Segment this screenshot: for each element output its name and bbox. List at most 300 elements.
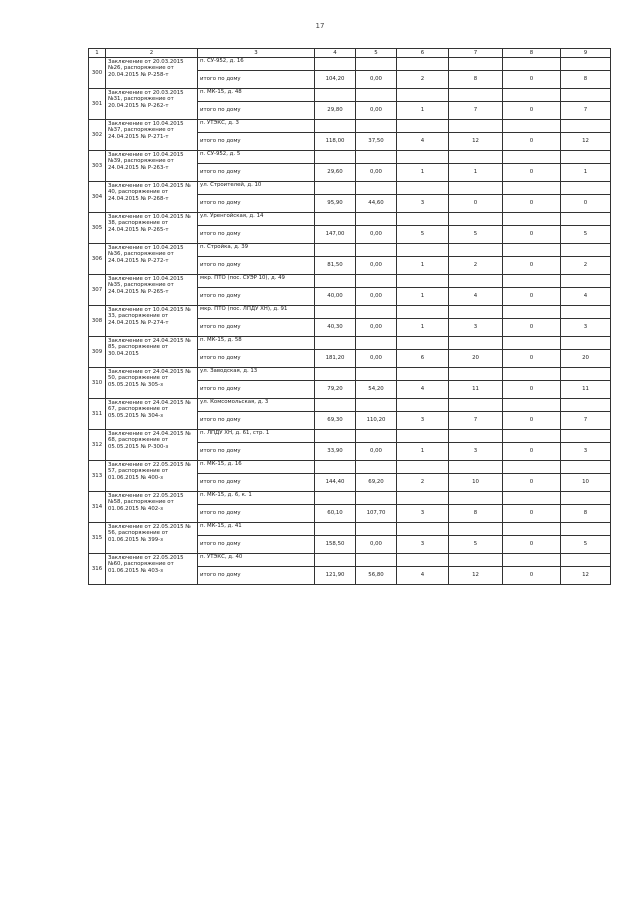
empty-cell bbox=[356, 58, 397, 71]
empty-cell bbox=[449, 182, 503, 195]
area-cell: 79,20 bbox=[315, 381, 356, 399]
count-cell: 2 bbox=[397, 474, 449, 492]
total-cell: 8 bbox=[561, 505, 611, 523]
empty-cell bbox=[356, 368, 397, 381]
empty-cell bbox=[561, 213, 611, 226]
empty-cell bbox=[449, 275, 503, 288]
table-body bbox=[89, 58, 611, 585]
area-cell-2: 0,00 bbox=[356, 102, 397, 120]
empty-cell bbox=[561, 58, 611, 71]
total-label: итого по дому bbox=[198, 102, 315, 120]
count-cell: 1 bbox=[397, 443, 449, 461]
zero-cell: 0 bbox=[503, 505, 561, 523]
area-cell: 69,30 bbox=[315, 412, 356, 430]
empty-cell bbox=[561, 337, 611, 350]
total-cell: 5 bbox=[561, 536, 611, 554]
address-cell: мкр. ПТО (пос. ЛПДУ ХН), д. 91 bbox=[198, 306, 315, 319]
empty-cell bbox=[449, 306, 503, 319]
area-cell-2: 0,00 bbox=[356, 443, 397, 461]
conclusion-cell: Заключение от 10.04.2015 № 33, распоряжение от 24.04.2015 № Р-274-т bbox=[106, 306, 198, 337]
total-cell: 4 bbox=[561, 288, 611, 306]
zero-cell: 0 bbox=[503, 474, 561, 492]
zero-cell: 0 bbox=[503, 257, 561, 275]
header-cell: 3 bbox=[198, 49, 315, 58]
area-cell: 95,90 bbox=[315, 195, 356, 213]
count-cell: 1 bbox=[397, 164, 449, 182]
row-number: 302 bbox=[89, 120, 106, 151]
area-cell: 181,20 bbox=[315, 350, 356, 368]
area-cell: 121,90 bbox=[315, 567, 356, 585]
empty-cell bbox=[356, 492, 397, 505]
row-number: 312 bbox=[89, 430, 106, 461]
empty-cell bbox=[449, 430, 503, 443]
residents-cell: 20 bbox=[449, 350, 503, 368]
area-cell: 147,00 bbox=[315, 226, 356, 244]
empty-cell bbox=[397, 368, 449, 381]
empty-cell bbox=[561, 461, 611, 474]
empty-cell bbox=[356, 275, 397, 288]
total-cell: 5 bbox=[561, 226, 611, 244]
empty-cell bbox=[561, 275, 611, 288]
residents-cell: 12 bbox=[449, 133, 503, 151]
area-cell: 118,00 bbox=[315, 133, 356, 151]
empty-cell bbox=[503, 430, 561, 443]
row-number: 308 bbox=[89, 306, 106, 337]
zero-cell: 0 bbox=[503, 350, 561, 368]
conclusion-cell: Заключение от 24.04.2015 № 85, распоряжение от 30.04.2015 bbox=[106, 337, 198, 368]
table-row bbox=[89, 89, 611, 102]
zero-cell: 0 bbox=[503, 71, 561, 89]
zero-cell: 0 bbox=[503, 567, 561, 585]
area-cell-2: 0,00 bbox=[356, 257, 397, 275]
empty-cell bbox=[561, 120, 611, 133]
table-row bbox=[89, 492, 611, 505]
table-row bbox=[89, 275, 611, 288]
address-cell: п. МК-15, д. 48 bbox=[198, 89, 315, 102]
empty-cell bbox=[397, 89, 449, 102]
zero-cell: 0 bbox=[503, 443, 561, 461]
total-label: итого по дому bbox=[198, 536, 315, 554]
count-cell: 1 bbox=[397, 319, 449, 337]
total-cell: 7 bbox=[561, 412, 611, 430]
table-row bbox=[89, 368, 611, 381]
table-row bbox=[89, 306, 611, 319]
total-cell: 2 bbox=[561, 257, 611, 275]
address-cell: п. МК-15, д. 58 bbox=[198, 337, 315, 350]
total-label: итого по дому bbox=[198, 164, 315, 182]
empty-cell bbox=[356, 337, 397, 350]
empty-cell bbox=[315, 244, 356, 257]
empty-cell bbox=[449, 368, 503, 381]
row-number: 300 bbox=[89, 58, 106, 89]
table-row bbox=[89, 58, 611, 71]
empty-cell bbox=[503, 213, 561, 226]
area-cell-2: 0,00 bbox=[356, 350, 397, 368]
area-cell-2: 69,20 bbox=[356, 474, 397, 492]
housing-table bbox=[88, 48, 611, 585]
area-cell: 81,50 bbox=[315, 257, 356, 275]
count-cell: 2 bbox=[397, 71, 449, 89]
address-cell: п. МК-15, д. 16 bbox=[198, 461, 315, 474]
table-row bbox=[89, 244, 611, 257]
empty-cell bbox=[397, 337, 449, 350]
residents-cell: 12 bbox=[449, 567, 503, 585]
empty-cell bbox=[397, 523, 449, 536]
empty-cell bbox=[397, 58, 449, 71]
empty-cell bbox=[561, 182, 611, 195]
empty-cell bbox=[561, 368, 611, 381]
empty-cell bbox=[449, 244, 503, 257]
empty-cell bbox=[503, 89, 561, 102]
table-row bbox=[89, 213, 611, 226]
conclusion-cell: Заключение от 22.05.2015 №60, распоряжение от 01.06.2015 № 403-з bbox=[106, 554, 198, 585]
area-cell-2: 0,00 bbox=[356, 319, 397, 337]
empty-cell bbox=[449, 461, 503, 474]
conclusion-cell: Заключение от 24.04.2015 № 67, распоряжение от 05.05.2015 № 304-з bbox=[106, 399, 198, 430]
empty-cell bbox=[503, 399, 561, 412]
header-cell: 8 bbox=[503, 49, 561, 58]
empty-cell bbox=[356, 244, 397, 257]
table-row bbox=[89, 554, 611, 567]
empty-cell bbox=[503, 554, 561, 567]
zero-cell: 0 bbox=[503, 319, 561, 337]
conclusion-cell: Заключение от 22.05.2015 №58, распоряжение от 01.06.2015 № 402-з bbox=[106, 492, 198, 523]
total-cell: 20 bbox=[561, 350, 611, 368]
table-row bbox=[89, 151, 611, 164]
area-cell-2: 0,00 bbox=[356, 536, 397, 554]
count-cell: 3 bbox=[397, 412, 449, 430]
row-number: 311 bbox=[89, 399, 106, 430]
empty-cell bbox=[449, 58, 503, 71]
table-row bbox=[89, 461, 611, 474]
address-cell: п. МК-15, д. 6, к. 1 bbox=[198, 492, 315, 505]
table-row bbox=[89, 430, 611, 443]
total-label: итого по дому bbox=[198, 226, 315, 244]
total-cell: 3 bbox=[561, 443, 611, 461]
area-cell: 40,00 bbox=[315, 288, 356, 306]
empty-cell bbox=[356, 89, 397, 102]
empty-cell bbox=[503, 275, 561, 288]
count-cell: 5 bbox=[397, 226, 449, 244]
area-cell-2: 107,70 bbox=[356, 505, 397, 523]
header-cell: 4 bbox=[315, 49, 356, 58]
empty-cell bbox=[356, 399, 397, 412]
total-label: итого по дому bbox=[198, 195, 315, 213]
conclusion-cell: Заключение от 24.04.2015 № 50, распоряжение от 05.05.2015 № 305-з bbox=[106, 368, 198, 399]
empty-cell bbox=[503, 523, 561, 536]
empty-cell bbox=[397, 430, 449, 443]
total-label: итого по дому bbox=[198, 319, 315, 337]
total-label: итого по дому bbox=[198, 567, 315, 585]
zero-cell: 0 bbox=[503, 102, 561, 120]
empty-cell bbox=[315, 368, 356, 381]
empty-cell bbox=[356, 430, 397, 443]
row-number: 301 bbox=[89, 89, 106, 120]
residents-cell: 4 bbox=[449, 288, 503, 306]
residents-cell: 7 bbox=[449, 412, 503, 430]
empty-cell bbox=[356, 120, 397, 133]
empty-cell bbox=[449, 523, 503, 536]
zero-cell: 0 bbox=[503, 164, 561, 182]
count-cell: 1 bbox=[397, 257, 449, 275]
residents-cell: 8 bbox=[449, 71, 503, 89]
area-cell-2: 0,00 bbox=[356, 71, 397, 89]
zero-cell: 0 bbox=[503, 195, 561, 213]
total-label: итого по дому bbox=[198, 288, 315, 306]
conclusion-cell: Заключение от 20.03.2015 №26, распоряжение от 20.04.2015 № Р-258-т bbox=[106, 58, 198, 89]
header-cell: 5 bbox=[356, 49, 397, 58]
empty-cell bbox=[561, 89, 611, 102]
residents-cell: 0 bbox=[449, 195, 503, 213]
count-cell: 6 bbox=[397, 350, 449, 368]
total-cell: 1 bbox=[561, 164, 611, 182]
area-cell: 60,10 bbox=[315, 505, 356, 523]
address-cell: п. Стройка, д. 39 bbox=[198, 244, 315, 257]
residents-cell: 7 bbox=[449, 102, 503, 120]
empty-cell bbox=[315, 213, 356, 226]
table-row bbox=[89, 399, 611, 412]
conclusion-cell: Заключение от 10.04.2015 №35, распоряжение от 24.04.2015 № Р-265-т bbox=[106, 275, 198, 306]
address-cell: п. УТЭКС, д. 3 bbox=[198, 120, 315, 133]
empty-cell bbox=[315, 337, 356, 350]
empty-cell bbox=[356, 554, 397, 567]
total-cell: 11 bbox=[561, 381, 611, 399]
address-cell: мкр. ПТО (пос. СУЭР 10), д. 49 bbox=[198, 275, 315, 288]
empty-cell bbox=[503, 244, 561, 257]
total-cell: 0 bbox=[561, 195, 611, 213]
row-number: 315 bbox=[89, 523, 106, 554]
empty-cell bbox=[356, 213, 397, 226]
empty-cell bbox=[449, 213, 503, 226]
address-cell: ул. Заводская, д. 13 bbox=[198, 368, 315, 381]
empty-cell bbox=[503, 306, 561, 319]
empty-cell bbox=[397, 213, 449, 226]
empty-cell bbox=[315, 306, 356, 319]
zero-cell: 0 bbox=[503, 412, 561, 430]
total-cell: 3 bbox=[561, 319, 611, 337]
empty-cell bbox=[503, 151, 561, 164]
empty-cell bbox=[315, 275, 356, 288]
empty-cell bbox=[449, 492, 503, 505]
area-cell-2: 54,20 bbox=[356, 381, 397, 399]
count-cell: 4 bbox=[397, 133, 449, 151]
empty-cell bbox=[561, 523, 611, 536]
count-cell: 4 bbox=[397, 567, 449, 585]
residents-cell: 3 bbox=[449, 319, 503, 337]
conclusion-cell: Заключение от 10.04.2015 №39, распоряжение от 24.04.2015 № Р-263-т bbox=[106, 151, 198, 182]
row-number: 313 bbox=[89, 461, 106, 492]
zero-cell: 0 bbox=[503, 288, 561, 306]
total-label: итого по дому bbox=[198, 381, 315, 399]
empty-cell bbox=[561, 151, 611, 164]
address-cell: п. МК-15, д. 41 bbox=[198, 523, 315, 536]
empty-cell bbox=[315, 89, 356, 102]
empty-cell bbox=[397, 461, 449, 474]
empty-cell bbox=[356, 523, 397, 536]
address-cell: ул. Строителей, д. 10 bbox=[198, 182, 315, 195]
empty-cell bbox=[449, 554, 503, 567]
area-cell: 104,20 bbox=[315, 71, 356, 89]
header-row bbox=[89, 49, 611, 58]
empty-cell bbox=[397, 275, 449, 288]
empty-cell bbox=[561, 430, 611, 443]
empty-cell bbox=[397, 120, 449, 133]
count-cell: 1 bbox=[397, 102, 449, 120]
empty-cell bbox=[315, 151, 356, 164]
row-number: 316 bbox=[89, 554, 106, 585]
residents-cell: 2 bbox=[449, 257, 503, 275]
empty-cell bbox=[561, 306, 611, 319]
row-number: 304 bbox=[89, 182, 106, 213]
empty-cell bbox=[503, 461, 561, 474]
area-cell-2: 0,00 bbox=[356, 288, 397, 306]
table-row bbox=[89, 523, 611, 536]
residents-cell: 5 bbox=[449, 536, 503, 554]
total-label: итого по дому bbox=[198, 257, 315, 275]
conclusion-cell: Заключение от 10.04.2015 №37, распоряжение от 24.04.2015 № Р-271-т bbox=[106, 120, 198, 151]
area-cell: 33,90 bbox=[315, 443, 356, 461]
total-label: итого по дому bbox=[198, 350, 315, 368]
empty-cell bbox=[503, 368, 561, 381]
area-cell-2: 0,00 bbox=[356, 164, 397, 182]
empty-cell bbox=[315, 120, 356, 133]
empty-cell bbox=[561, 399, 611, 412]
empty-cell bbox=[315, 58, 356, 71]
area-cell-2: 37,50 bbox=[356, 133, 397, 151]
empty-cell bbox=[449, 399, 503, 412]
empty-cell bbox=[449, 151, 503, 164]
zero-cell: 0 bbox=[503, 226, 561, 244]
empty-cell bbox=[397, 151, 449, 164]
total-label: итого по дому bbox=[198, 505, 315, 523]
row-number: 305 bbox=[89, 213, 106, 244]
conclusion-cell: Заключение от 22.05.2015 № 57, распоряжение от 01.06.2015 № 400-з bbox=[106, 461, 198, 492]
empty-cell bbox=[397, 244, 449, 257]
empty-cell bbox=[503, 120, 561, 133]
header-cell: 7 bbox=[449, 49, 503, 58]
count-cell: 4 bbox=[397, 381, 449, 399]
residents-cell: 11 bbox=[449, 381, 503, 399]
residents-cell: 10 bbox=[449, 474, 503, 492]
total-cell: 7 bbox=[561, 102, 611, 120]
count-cell: 3 bbox=[397, 195, 449, 213]
empty-cell bbox=[315, 182, 356, 195]
empty-cell bbox=[561, 554, 611, 567]
total-cell: 10 bbox=[561, 474, 611, 492]
area-cell-2: 110,20 bbox=[356, 412, 397, 430]
area-cell-2: 44,60 bbox=[356, 195, 397, 213]
empty-cell bbox=[356, 151, 397, 164]
address-cell: п. СУ-952, д. 5 bbox=[198, 151, 315, 164]
area-cell-2: 56,80 bbox=[356, 567, 397, 585]
empty-cell bbox=[561, 244, 611, 257]
table-row bbox=[89, 337, 611, 350]
address-cell: п. СУ-952, д. 16 bbox=[198, 58, 315, 71]
total-label: итого по дому bbox=[198, 474, 315, 492]
total-cell: 12 bbox=[561, 133, 611, 151]
total-label: итого по дому bbox=[198, 133, 315, 151]
empty-cell bbox=[449, 89, 503, 102]
area-cell-2: 0,00 bbox=[356, 226, 397, 244]
empty-cell bbox=[503, 58, 561, 71]
conclusion-cell: Заключение от 10.04.2015 № 38, распоряжение от 24.04.2015 № Р-265-т bbox=[106, 213, 198, 244]
table-row bbox=[89, 120, 611, 133]
empty-cell bbox=[397, 492, 449, 505]
address-cell: п. УТЭКС, д. 40 bbox=[198, 554, 315, 567]
row-number: 310 bbox=[89, 368, 106, 399]
empty-cell bbox=[315, 554, 356, 567]
total-label: итого по дому bbox=[198, 412, 315, 430]
row-number: 307 bbox=[89, 275, 106, 306]
empty-cell bbox=[397, 182, 449, 195]
empty-cell bbox=[503, 337, 561, 350]
count-cell: 1 bbox=[397, 288, 449, 306]
empty-cell bbox=[315, 492, 356, 505]
header-cell: 1 bbox=[89, 49, 106, 58]
total-label: итого по дому bbox=[198, 71, 315, 89]
row-number: 303 bbox=[89, 151, 106, 182]
area-cell: 40,30 bbox=[315, 319, 356, 337]
total-cell: 12 bbox=[561, 567, 611, 585]
row-number: 314 bbox=[89, 492, 106, 523]
conclusion-cell: Заключение от 10.04.2015 №36, распоряжение от 24.04.2015 № Р-272-т bbox=[106, 244, 198, 275]
residents-cell: 3 bbox=[449, 443, 503, 461]
residents-cell: 5 bbox=[449, 226, 503, 244]
empty-cell bbox=[356, 306, 397, 319]
empty-cell bbox=[315, 461, 356, 474]
header-cell: 2 bbox=[106, 49, 198, 58]
total-label: итого по дому bbox=[198, 443, 315, 461]
conclusion-cell: Заключение от 24.04.2015 № 68, распоряжение от 05.05.2015 № Р-300-з bbox=[106, 430, 198, 461]
count-cell: 3 bbox=[397, 536, 449, 554]
area-cell: 144,40 bbox=[315, 474, 356, 492]
empty-cell bbox=[315, 430, 356, 443]
address-cell: ул. Уренгойская, д. 14 bbox=[198, 213, 315, 226]
empty-cell bbox=[397, 306, 449, 319]
header-cell: 6 bbox=[397, 49, 449, 58]
page-number: 17 bbox=[315, 22, 325, 30]
total-cell: 8 bbox=[561, 71, 611, 89]
empty-cell bbox=[356, 461, 397, 474]
area-cell: 29,80 bbox=[315, 102, 356, 120]
row-number: 306 bbox=[89, 244, 106, 275]
empty-cell bbox=[503, 182, 561, 195]
zero-cell: 0 bbox=[503, 133, 561, 151]
table-row bbox=[89, 182, 611, 195]
row-number: 309 bbox=[89, 337, 106, 368]
empty-cell bbox=[397, 399, 449, 412]
empty-cell bbox=[449, 120, 503, 133]
empty-cell bbox=[561, 492, 611, 505]
zero-cell: 0 bbox=[503, 381, 561, 399]
conclusion-cell: Заключение от 22.05.2015 № 56, распоряжение от 01.06.2015 № 399-з bbox=[106, 523, 198, 554]
conclusion-cell: Заключение от 10.04.2015 № 40, распоряжение от 24.04.2015 № Р-268-т bbox=[106, 182, 198, 213]
empty-cell bbox=[356, 182, 397, 195]
address-cell: ул. Комсомольская, д. 3 bbox=[198, 399, 315, 412]
residents-cell: 1 bbox=[449, 164, 503, 182]
empty-cell bbox=[315, 399, 356, 412]
header-cell: 9 bbox=[561, 49, 611, 58]
empty-cell bbox=[397, 554, 449, 567]
residents-cell: 8 bbox=[449, 505, 503, 523]
conclusion-cell: Заключение от 20.03.2015 №31, распоряжение от 20.04.2015 № Р-262-т bbox=[106, 89, 198, 120]
empty-cell bbox=[449, 337, 503, 350]
area-cell: 158,50 bbox=[315, 536, 356, 554]
count-cell: 3 bbox=[397, 505, 449, 523]
address-cell: п. ЛПДУ ХН, д. 61, стр. 1 bbox=[198, 430, 315, 443]
empty-cell bbox=[315, 523, 356, 536]
area-cell: 29,60 bbox=[315, 164, 356, 182]
